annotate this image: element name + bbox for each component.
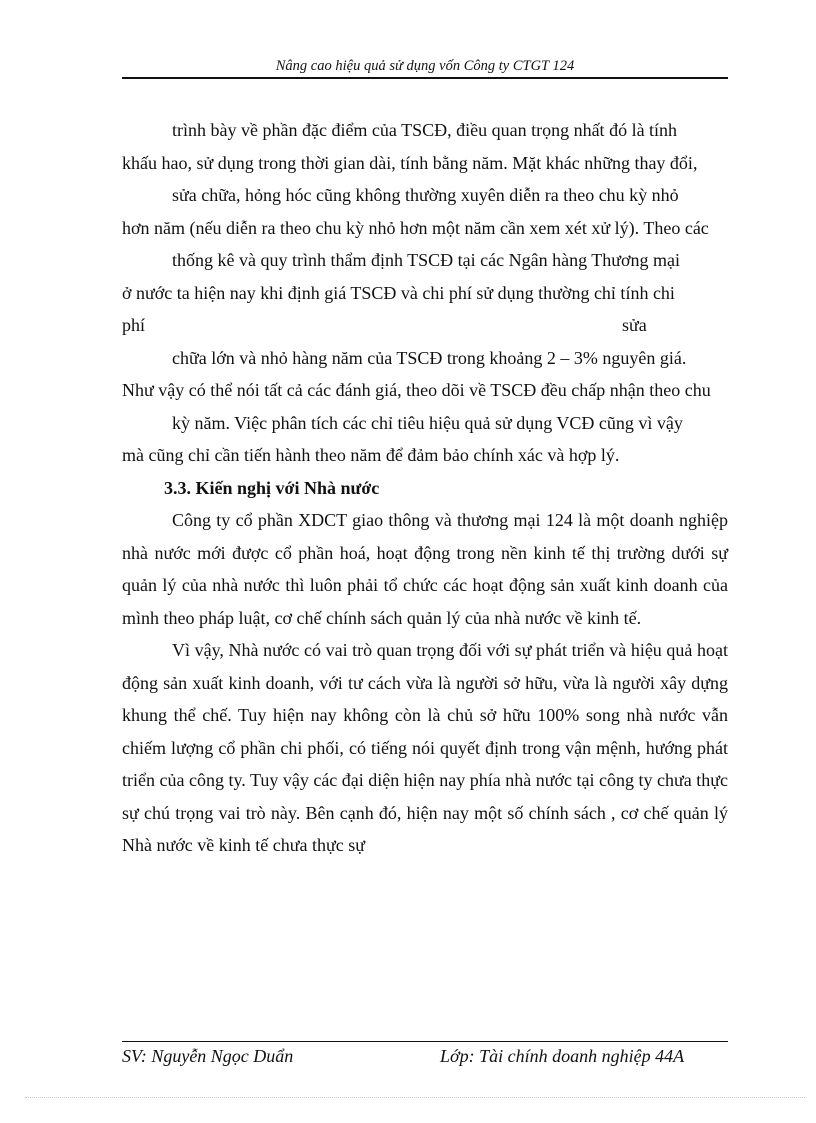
footer-divider xyxy=(122,1041,728,1042)
paragraph-continuation: khấu hao, sử dụng trong thời gian dài, tính bằng năm. Mặt khác những thay đổi, xyxy=(122,152,698,173)
paragraph-continuation: Như vậy có thể nói tất cả các đánh giá, theo dõi về TSCĐ đều chấp nhận theo chu xyxy=(122,380,711,400)
section-heading: 3.3. Kiến nghị với Nhà nước xyxy=(164,477,380,498)
document-body xyxy=(122,114,728,862)
paragraph-line: sửa chữa, hỏng hóc cũng không thường xuyên diễn ra theo chu kỳ nhỏ xyxy=(172,185,679,205)
footer-student-name: SV: Nguyễn Ngọc Duẩn xyxy=(122,1046,294,1066)
header-title: Nâng cao hiệu quả sử dụng vốn Công ty CTGT 124 xyxy=(275,58,575,74)
paragraph-continuation: mà cũng chỉ cần tiến hành theo năm để đảm bảo chính xác và hợp lý. xyxy=(122,445,620,465)
section-paragraph: Công ty cổ phần XDCT giao thông và thương mại 124 là một doanh nghiệp nhà nước mới được cổ phần hoá, hoạt động trong nền kinh tế thị trường dưới sự quản lý của nhà nước thì luôn phải tổ chức các hoạt động sản xuất kinh doanh của mình theo pháp luật, cơ chế chính sách quản lý của nhà nước về kinh tế. xyxy=(122,510,728,628)
page-header xyxy=(122,55,728,79)
footer-class-name: Lớp: Tài chính doanh nghiệp 44A xyxy=(440,1046,685,1066)
section-paragraph: Vì vậy, Nhà nước có vai trò quan trọng đối với sự phát triển và hiệu quả hoạt động sản xuất kinh doanh, với tư cách vừa là người sở hữu, vừa là người xây dựng khung thể chế. Tuy hiện nay không còn là chủ sở hữu 100% song nhà nước vẫn chiếm lượng cổ phần chi phối, có tiếng nói quyết định trong vận mệnh, hướng phát triển của công ty. Tuy vậy các đại diện hiện nay phía nhà nước tại công ty chưa thực sự chú trọng vai trò này. Bên cạnh đó, hiện nay một số chính sách , cơ chế quản lý Nhà nước về kinh tế chưa thực sự xyxy=(122,640,728,855)
paragraph-continuation: ở nước ta hiện nay khi định giá TSCĐ và chi phí sử dụng thường chỉ tính chi xyxy=(122,282,675,303)
paragraph-line: chữa lớn và nhỏ hàng năm của TSCĐ trong khoảng 2 – 3% nguyên giá. xyxy=(172,347,687,368)
paragraph-continuation: phí sửa xyxy=(122,315,647,335)
page-edge-divider xyxy=(25,1097,805,1098)
paragraph-line: kỳ năm. Việc phân tích các chỉ tiêu hiệu quả sử dụng VCĐ cũng vì vậy xyxy=(172,412,683,433)
paragraph-line: thống kê và quy trình thẩm định TSCĐ tại các Ngân hàng Thương mại xyxy=(172,250,681,270)
paragraph-line: trình bày về phần đặc điểm của TSCĐ, điều quan trọng nhất đó là tính xyxy=(172,120,678,140)
paragraph-continuation: hơn năm (nếu diễn ra theo chu kỳ nhỏ hơn một năm cần xem xét xử lý). Theo các xyxy=(122,217,709,238)
